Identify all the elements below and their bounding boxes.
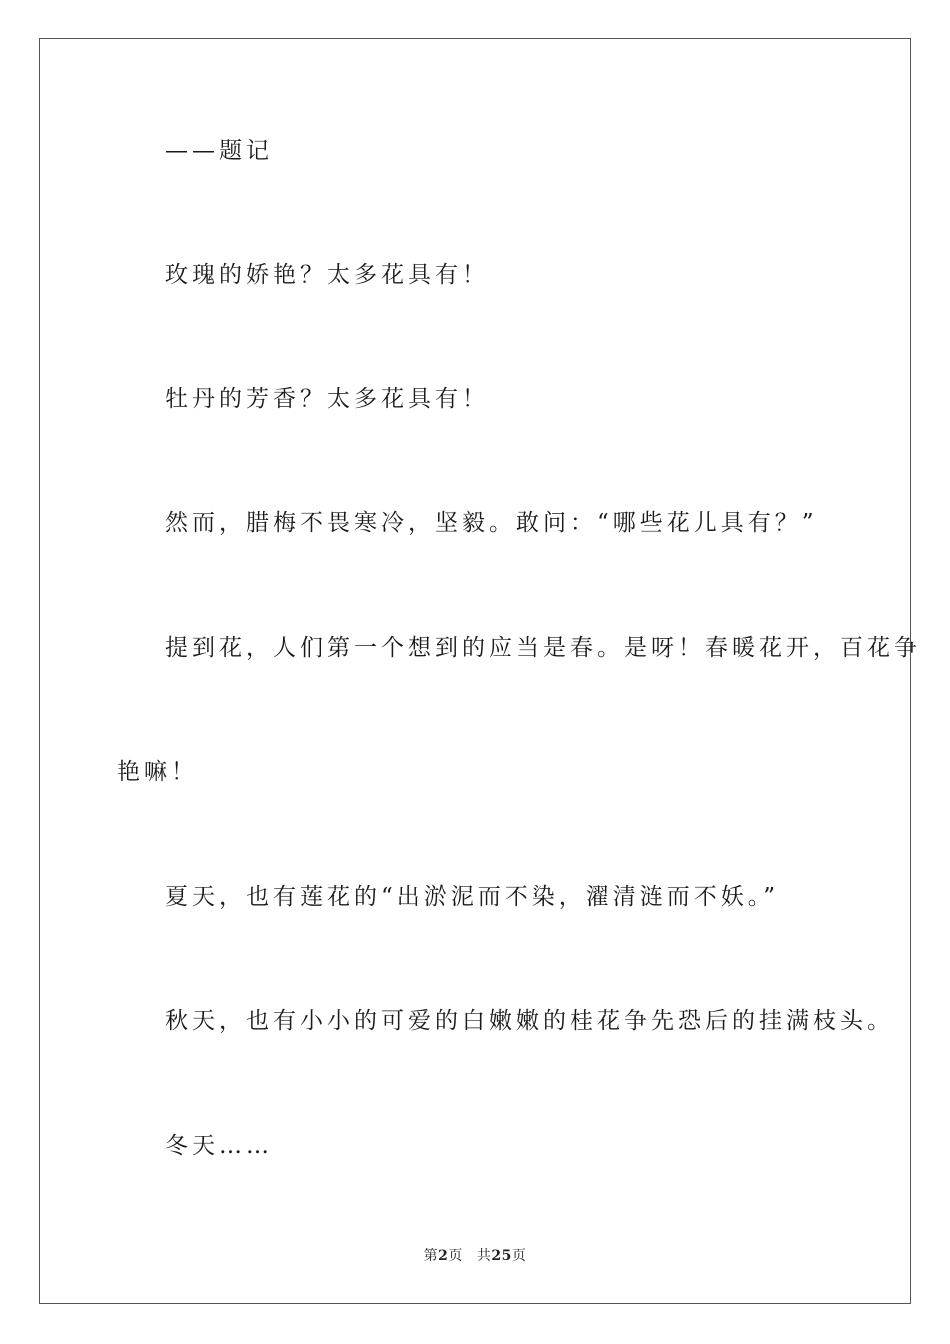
footer-page-prefix: 第 [423,1248,439,1264]
paragraph-autumn: 秋天，也有小小的可爱的白嫩嫩的桂花争先恐后的挂满枝头。 [165,1008,894,1034]
footer-page-suffix: 页 [448,1248,463,1264]
paragraph-rose: 玫瑰的娇艳？太多花具有！ [165,262,489,288]
paragraph-epigraph: ——题记 [165,138,273,164]
paragraph-summer: 夏天，也有莲花的“出淤泥而不染，濯清涟而不妖。” [165,884,780,910]
page-footer [0,1247,950,1265]
page-frame [39,38,911,1304]
footer-total-suffix: 页 [511,1248,527,1264]
paragraph-wintersweet: 然而，腊梅不畏寒冷，坚毅。敢问：“哪些花儿具有？” [165,510,818,536]
footer-total-prefix: 共 [476,1248,492,1264]
paragraph-peony: 牡丹的芳香？太多花具有！ [165,386,489,412]
footer-total-pages: 25 [491,1248,512,1264]
paragraph-winter: 冬天…… [165,1133,273,1159]
paragraph-spring: 提到花，人们第一个想到的应当是春。是呀！春暖花开，百花争 [165,635,921,661]
paragraph-spring-continued: 艳嘛！ [117,759,198,785]
footer-page-number: 2 [438,1248,449,1264]
